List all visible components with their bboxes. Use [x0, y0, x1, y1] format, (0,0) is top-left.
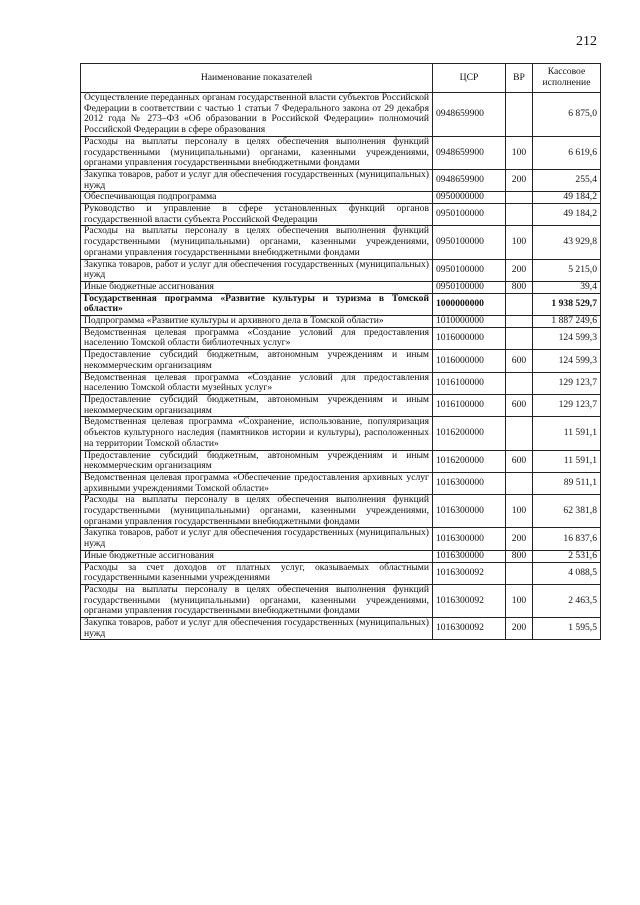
row-vr-cell: [506, 93, 533, 137]
row-csr-cell: 1010000000: [433, 316, 506, 328]
row-vr-cell: [506, 192, 533, 204]
row-csr-cell: 1016300000: [433, 495, 506, 528]
table-row: [81, 204, 601, 226]
row-name-cell: Государственная программа «Развитие культуры и туризма в Томской области»: [81, 293, 433, 315]
table-row: [81, 472, 601, 494]
table-row: [81, 259, 601, 281]
row-name-cell: Иные бюджетные ассигнования: [81, 550, 433, 562]
row-name-cell: Закупка товаров, работ и услуг для обеспечения государственных (муниципальных) нужд: [81, 528, 433, 550]
row-csr-cell: 0950100000: [433, 226, 506, 259]
row-name-cell: Предоставление субсидий бюджетным, автономным учреждениям и иным некоммерческим организациям: [81, 394, 433, 416]
row-vr-cell: 100: [506, 584, 533, 617]
row-csr-cell: 1016300092: [433, 618, 506, 640]
row-amount-cell: 2 531,6: [533, 550, 601, 562]
row-amount-cell: 2 463,5: [533, 584, 601, 617]
table-row: [81, 528, 601, 550]
row-amount-cell: 129 123,7: [533, 372, 601, 394]
header-name: Наименование показателей: [81, 64, 433, 93]
row-name-cell: Руководство и управление в сфере установленных функций органов государственной власти субъекта Российской Федерации: [81, 204, 433, 226]
row-vr-cell: 100: [506, 495, 533, 528]
row-csr-cell: 1016200000: [433, 417, 506, 450]
table-row: [81, 550, 601, 562]
table-header-row: [81, 64, 601, 93]
table-row: [81, 226, 601, 259]
row-amount-cell: 39,4: [533, 281, 601, 293]
page-number: 212: [576, 34, 597, 49]
row-vr-cell: 200: [506, 528, 533, 550]
table-row: [81, 584, 601, 617]
row-name-cell: Обеспечивающая подпрограмма: [81, 192, 433, 204]
table-row: [81, 394, 601, 416]
row-amount-cell: 124 599,3: [533, 350, 601, 372]
row-csr-cell: 0948659900: [433, 93, 506, 137]
row-name-cell: Предоставление субсидий бюджетным, автономным учреждениям и иным некоммерческим организациям: [81, 350, 433, 372]
row-name-cell: Расходы на выплаты персоналу в целях обеспечения выполнения функций государственными (муниципальными) органами, казенными учреждениями, органами управления государственными внебюджетными фондами: [81, 495, 433, 528]
row-name-cell: Иные бюджетные ассигнования: [81, 281, 433, 293]
row-csr-cell: 0948659900: [433, 136, 506, 169]
row-name-cell: Ведомственная целевая программа «Обеспечение предоставления архивных услуг архивными учреждениями Томской области»: [81, 472, 433, 494]
row-vr-cell: 800: [506, 550, 533, 562]
row-csr-cell: 1016300092: [433, 562, 506, 584]
table-row: [81, 136, 601, 169]
row-vr-cell: 800: [506, 281, 533, 293]
table-row: [81, 316, 601, 328]
budget-table: [80, 63, 601, 640]
row-amount-cell: 5 215,0: [533, 259, 601, 281]
row-vr-cell: 600: [506, 350, 533, 372]
header-csr: ЦСР: [433, 64, 506, 93]
row-name-cell: Предоставление субсидий бюджетным, автономным учреждениям и иным некоммерческим организациям: [81, 450, 433, 472]
row-amount-cell: 62 381,8: [533, 495, 601, 528]
row-amount-cell: 49 184,2: [533, 192, 601, 204]
row-vr-cell: [506, 316, 533, 328]
row-name-cell: Ведомственная целевая программа «Создание условий для предоставления населению Томской области музейных услуг»: [81, 372, 433, 394]
row-amount-cell: 124 599,3: [533, 327, 601, 349]
row-vr-cell: 600: [506, 394, 533, 416]
row-amount-cell: 1 887 249,6: [533, 316, 601, 328]
table-row: [81, 350, 601, 372]
row-name-cell: Закупка товаров, работ и услуг для обеспечения государственных (муниципальных) нужд: [81, 169, 433, 191]
row-csr-cell: 0950100000: [433, 281, 506, 293]
row-vr-cell: 200: [506, 169, 533, 191]
table-body: [81, 93, 601, 640]
row-csr-cell: 1016200000: [433, 450, 506, 472]
table-row: [81, 495, 601, 528]
row-csr-cell: 1016300092: [433, 584, 506, 617]
table-row: [81, 562, 601, 584]
header-amount: Кассовое исполнение: [533, 64, 601, 93]
row-amount-cell: 16 837,6: [533, 528, 601, 550]
row-amount-cell: 1 595,5: [533, 618, 601, 640]
table-row: [81, 281, 601, 293]
table-row: [81, 327, 601, 349]
header-vr: ВР: [506, 64, 533, 93]
table-row: [81, 169, 601, 191]
table-row: [81, 372, 601, 394]
row-amount-cell: 4 088,5: [533, 562, 601, 584]
row-name-cell: Ведомственная целевая программа «Создание условий для предоставления населению Томской области библиотечных услуг»: [81, 327, 433, 349]
row-name-cell: Расходы на выплаты персоналу в целях обеспечения выполнения функций государственными (муниципальными) органами, казенными учреждениями, органами управления государственными внебюджетными фондами: [81, 584, 433, 617]
row-name-cell: Закупка товаров, работ и услуг для обеспечения государственных (муниципальных) нужд: [81, 259, 433, 281]
row-csr-cell: 0950100000: [433, 259, 506, 281]
row-vr-cell: [506, 204, 533, 226]
row-csr-cell: 1016100000: [433, 394, 506, 416]
row-amount-cell: 129 123,7: [533, 394, 601, 416]
row-csr-cell: 1000000000: [433, 293, 506, 315]
row-name-cell: Расходы за счет доходов от платных услуг, оказываемых областными государственными казенными учреждениями: [81, 562, 433, 584]
row-csr-cell: 1016100000: [433, 372, 506, 394]
row-amount-cell: 89 511,1: [533, 472, 601, 494]
row-name-cell: Расходы на выплаты персоналу в целях обеспечения выполнения функций государственными (муниципальными) органами, казенными учреждениями, органами управления государственными внебюджетными фондами: [81, 226, 433, 259]
table-row: [81, 618, 601, 640]
row-name-cell: Ведомственная целевая программа «Сохранение, использование, популяризация объектов культурного наследия (памятников истории и культуры), расположенных на территории Томской области»: [81, 417, 433, 450]
row-amount-cell: 11 591,1: [533, 450, 601, 472]
row-amount-cell: 6 619,6: [533, 136, 601, 169]
row-vr-cell: [506, 327, 533, 349]
row-vr-cell: 200: [506, 618, 533, 640]
row-vr-cell: [506, 472, 533, 494]
row-csr-cell: 1016000000: [433, 350, 506, 372]
table-row: [81, 417, 601, 450]
row-csr-cell: 0950100000: [433, 204, 506, 226]
row-csr-cell: 1016000000: [433, 327, 506, 349]
row-vr-cell: [506, 417, 533, 450]
row-name-cell: Расходы на выплаты персоналу в целях обеспечения выполнения функций государственными (муниципальными) органами, казенными учреждениями, органами управления государственными внебюджетными фондами: [81, 136, 433, 169]
row-vr-cell: 200: [506, 259, 533, 281]
row-name-cell: Осуществление переданных органам государственной власти субъектов Российской Федерации в соответствии с частью 1 статьи 7 Федерального закона от 29 декабря 2012 года № 273–ФЗ «Об образовании в Российской Федерации» полномочий Российской Федерации в сфере образования: [81, 93, 433, 137]
row-csr-cell: 1016300000: [433, 528, 506, 550]
table-row: [81, 293, 601, 315]
row-name-cell: Закупка товаров, работ и услуг для обеспечения государственных (муниципальных) нужд: [81, 618, 433, 640]
row-csr-cell: 1016300000: [433, 472, 506, 494]
row-vr-cell: 600: [506, 450, 533, 472]
row-vr-cell: [506, 562, 533, 584]
row-csr-cell: 0950000000: [433, 192, 506, 204]
row-vr-cell: [506, 372, 533, 394]
table-row: [81, 450, 601, 472]
row-vr-cell: 100: [506, 226, 533, 259]
row-amount-cell: 11 591,1: [533, 417, 601, 450]
row-vr-cell: [506, 293, 533, 315]
row-amount-cell: 1 938 529,7: [533, 293, 601, 315]
table-row: [81, 93, 601, 137]
row-amount-cell: 6 875,0: [533, 93, 601, 137]
row-name-cell: Подпрограмма «Развитие культуры и архивного дела в Томской области»: [81, 316, 433, 328]
row-amount-cell: 43 929,8: [533, 226, 601, 259]
row-amount-cell: 49 184,2: [533, 204, 601, 226]
row-csr-cell: 0948659900: [433, 169, 506, 191]
row-amount-cell: 255,4: [533, 169, 601, 191]
row-csr-cell: 1016300000: [433, 550, 506, 562]
table-row: [81, 192, 601, 204]
row-vr-cell: 100: [506, 136, 533, 169]
